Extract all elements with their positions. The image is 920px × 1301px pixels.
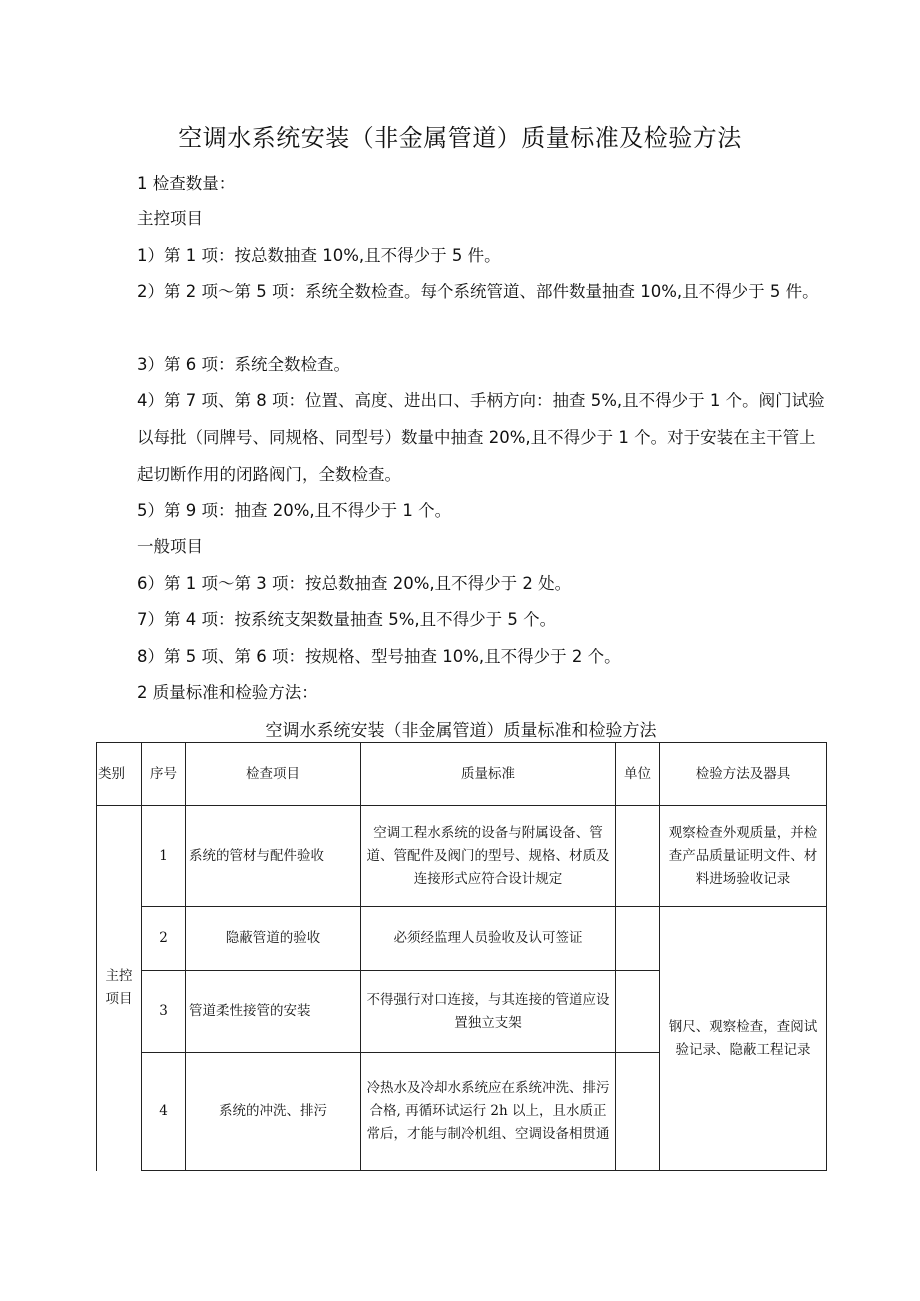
row-standard: 必须经监理人员验收及认可签证 <box>361 907 616 971</box>
row-no: 1 <box>142 806 186 907</box>
row-no: 3 <box>142 971 186 1053</box>
row-unit <box>616 1053 660 1171</box>
paragraph-item-1: 1）第 1 项：按总数抽查 10%,且不得少于 5 件。 <box>137 246 501 265</box>
paragraph-item-3: 3）第 6 项：系统全数检查。 <box>137 355 350 374</box>
paragraph-item-4: 4）第 7 项、第 8 项：位置、高度、进出口、手柄方向：抽查 5%,且不得少于 1 个。阀门试验以每批（同牌号、同规格、同型号）数量中抽查 20%,且不得少于 1 个。对于安装在主干管上起切断作用的闭路阀门，全数检查。 <box>137 391 825 484</box>
row-standard: 空调工程水系统的设备与附属设备、管道、管配件及阀门的型号、规格、材质及连接形式应符合设计规定 <box>361 806 616 907</box>
row-unit <box>616 907 660 971</box>
paragraph-item-2: 2）第 2 项～第 5 项：系统全数检查。每个系统管道、部件数量抽查 10%,且不得少于 5 件。 <box>137 282 819 301</box>
row-standard: 冷热水及冷却水系统应在系统冲洗、排污合格, 再循环试运行 2h 以上，且水质正常后，才能与制冷机组、空调设备相贯通 <box>361 1053 616 1171</box>
row-unit <box>616 806 660 907</box>
quality-standard-table <box>96 742 827 1171</box>
merged-method-cell: 钢尺、观察检查，查阅试验记录、隐蔽工程记录 <box>660 907 827 1171</box>
row-item: 系统的管材与配件验收 <box>186 806 361 907</box>
table-header-row <box>97 743 827 806</box>
paragraph-inspection-quantity: 1 检查数量： <box>137 174 236 193</box>
header-no: 序号 <box>142 743 186 806</box>
row-standard: 不得强行对口连接，与其连接的管道应设置独立支架 <box>361 971 616 1053</box>
row-item: 隐蔽管道的验收 <box>186 907 361 971</box>
paragraph-item-5: 5）第 9 项：抽查 20%,且不得少于 1 个。 <box>137 501 452 520</box>
row-no: 2 <box>142 907 186 971</box>
table-caption: 空调水系统安装（非金属管道）质量标准和检验方法 <box>265 721 657 741</box>
paragraph-item-8: 8）第 5 项、第 6 项：按规格、型号抽查 10%,且不得少于 2 个。 <box>137 647 621 666</box>
header-category: 类别 <box>97 743 142 806</box>
row-method: 观察检查外观质量，并检查产品质量证明文件、材料进场验收记录 <box>660 806 827 907</box>
row-no: 4 <box>142 1053 186 1171</box>
table-row <box>97 806 827 907</box>
category-cell: 主控项目 <box>97 806 142 1171</box>
document-title: 空调水系统安装（非金属管道）质量标准及检验方法 <box>178 124 742 152</box>
header-item: 检查项目 <box>186 743 361 806</box>
header-standard: 质量标准 <box>361 743 616 806</box>
row-item: 系统的冲洗、排污 <box>186 1053 361 1171</box>
paragraph-quality-standard-heading: 2 质量标准和检验方法： <box>137 683 318 702</box>
row-unit <box>616 971 660 1053</box>
paragraph-main-items-heading: 主控项目 <box>137 209 203 228</box>
header-unit: 单位 <box>616 743 660 806</box>
table-row <box>97 907 827 971</box>
paragraph-item-6: 6）第 1 项～第 3 项：按总数抽查 20%,且不得少于 2 处。 <box>137 574 572 593</box>
paragraph-item-7: 7）第 4 项：按系统支架数量抽查 5%,且不得少于 5 个。 <box>137 610 557 629</box>
row-item: 管道柔性接管的安装 <box>186 971 361 1053</box>
paragraph-general-items-heading: 一般项目 <box>137 537 203 556</box>
header-method: 检验方法及器具 <box>660 743 827 806</box>
